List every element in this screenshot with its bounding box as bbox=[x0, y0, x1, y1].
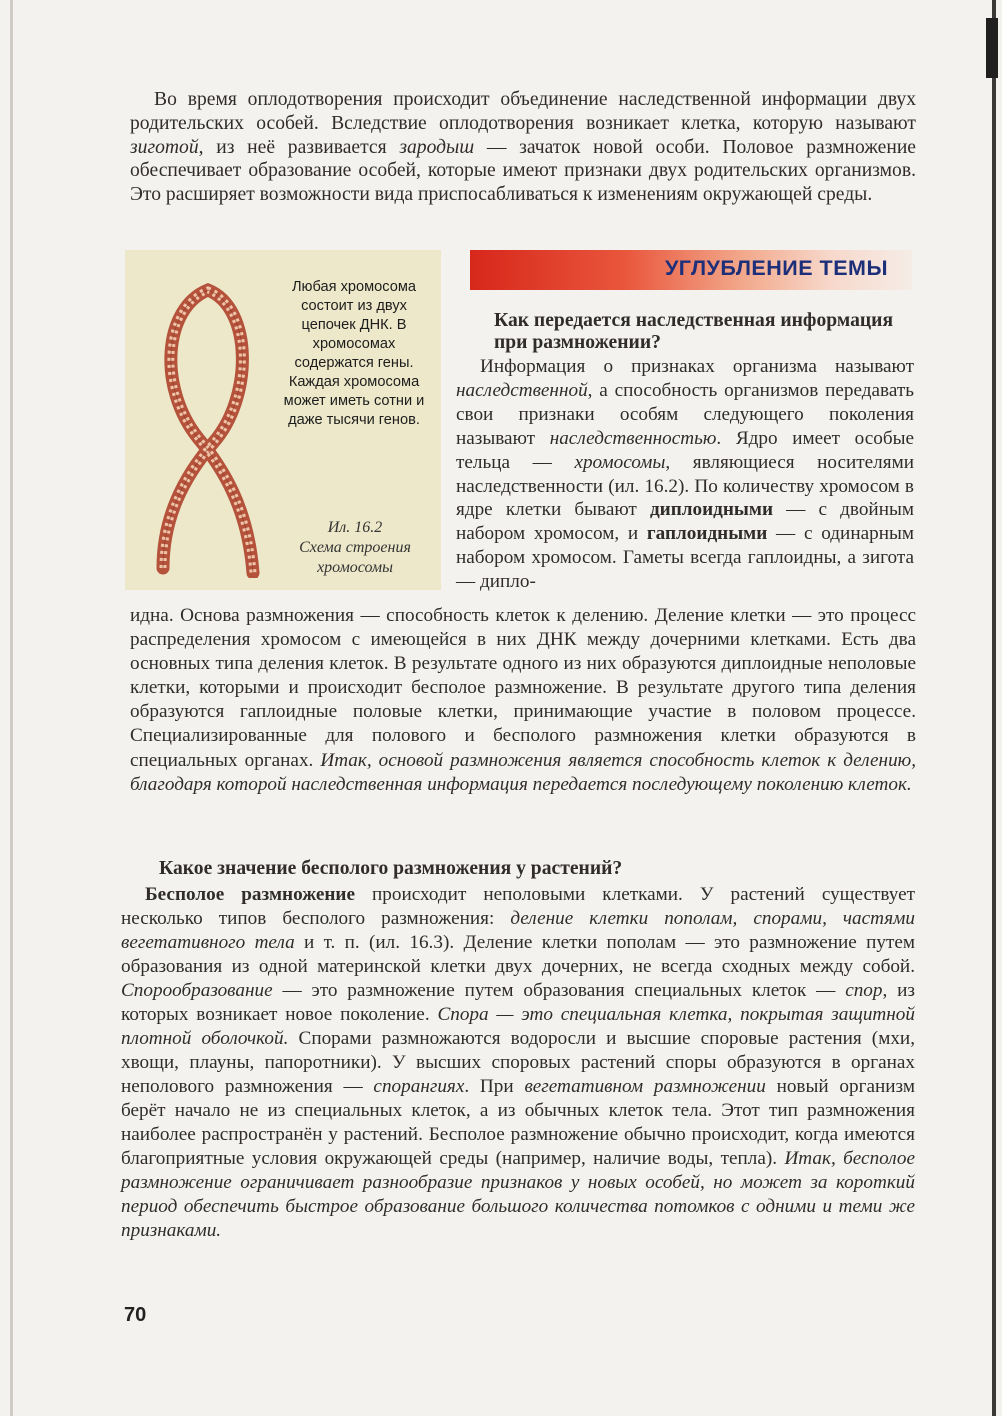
page-edge-right bbox=[992, 0, 996, 1416]
asexual-text-2: и т. п. (ил. 16.3). Деление клетки пополам — это размножение путем образования из одной материнской клетки двух дочерних, не всегда сходных между собой. bbox=[121, 932, 916, 977]
chromosome-illustration-icon bbox=[133, 268, 283, 578]
heredity-text-1: Информация о признаках организма называют bbox=[480, 356, 914, 377]
heredity-text-6: — с одинарным набором хромосом. Гаметы всегда гаплоидны, а зигота — дипло- bbox=[456, 523, 914, 593]
term-hereditary: наследственной bbox=[456, 379, 588, 401]
heredity-conclusion: Итак, основой размножения является способность клеток к делению, благодаря которой наследственная информация передается последующему поколению клеток. bbox=[130, 749, 916, 795]
heredity-paragraph-continued bbox=[130, 604, 916, 797]
section-banner-label: УГЛУБЛЕНИЕ ТЕМЫ bbox=[664, 256, 888, 280]
term-spores: спор bbox=[845, 980, 883, 1001]
term-embryo: зародыш bbox=[399, 136, 475, 158]
intro-text-1: Во время оплодотворения происходит объединение наследственной информации двух родительских особей. Вследствие оплодотворения возникает клетка, которую называют bbox=[130, 89, 916, 134]
term-heredity: наследственностью bbox=[549, 427, 717, 449]
term-vegetative: вегетативном размножении bbox=[524, 1076, 766, 1097]
page-number: 70 bbox=[124, 1304, 147, 1326]
asexual-text-3: — это размножение путем образования специальных клеток — bbox=[272, 980, 846, 1001]
section-heading-asexual: Какое значение бесполого размножения у растений? bbox=[159, 858, 623, 879]
asexual-text-1: происходит неполовыми клетками. У растений существует несколько типов бесполого размножения: bbox=[121, 884, 915, 929]
page-edge-left bbox=[10, 0, 13, 1416]
term-haploid: гаплоидными bbox=[646, 523, 768, 545]
heredity-text-4: , являющиеся носителями наследственности (ил. 16.2). По количеству хромосом в ядре клетки бывают bbox=[456, 451, 914, 521]
asexual-conclusion: Итак, бесполое размножение ограничивает разнообразие признаков у новых особей, но может за короткий период обеспечить быстрое образование большого количества потомков с одними и теми же признаками. bbox=[121, 1148, 915, 1241]
intro-text-2: , из неё развивается bbox=[198, 136, 400, 158]
section-banner bbox=[470, 250, 912, 290]
term-sporangia: спорангиях bbox=[373, 1076, 465, 1097]
page-edge-right-mark bbox=[986, 18, 998, 78]
asexual-text-4: , из которых возникает новое поколение. bbox=[121, 980, 915, 1025]
heredity-paragraph bbox=[456, 355, 914, 594]
asexual-text-7: новый организм берёт начало не из специальных клеток, а из обычных клеток тела. Этот тип размножения наиболее распространён у растений. Бесполое размножение обычно происходит, когда имеются благоприятные условия окружающей среды (например, наличие воды, тепла). bbox=[121, 1076, 915, 1169]
term-chromosomes: хромосомы bbox=[574, 451, 666, 473]
term-asexual-reproduction: Бесполое размножение bbox=[145, 884, 355, 905]
figure-caption-text: Любая хромосома состоит из двух цепочек ДНК. В хромосомах содержатся гены. Каждая хромосома может иметь сотни и даже тысячи генов. bbox=[283, 279, 425, 428]
heredity-text-3: . Ядро имеет особые тельца — bbox=[456, 427, 915, 473]
figure-number: Ил. 16.2 bbox=[327, 519, 383, 536]
term-sporulation: Спорообразование bbox=[121, 980, 273, 1001]
asexual-types: деление клетки пополам, спорами, частями вегетативного тела bbox=[121, 908, 916, 953]
section-heading-heredity: Как передается наследственная информация при размножении? bbox=[494, 310, 894, 353]
intro-paragraph bbox=[130, 88, 916, 207]
heredity-cont-text: идна. Основа размножения — способность клеток к делению. Деление клетки — это процесс распределения хромосом с имеющейся в них ДНК между дочерними клетками. Есть два основных типа деления клеток. В результате одного из них образуются диплоидные неполовые клетки, которыми и происходит бесполое размножение. В результате другого типа деления образуются гаплоидные половые клетки, принимающие участие в половом процессе. Специализированные для полового и бесполого размножения клетки образуются в специальных органах. bbox=[130, 605, 916, 771]
spore-definition: Спора — это специальная клетка, покрытая защитной плотной оболочкой. bbox=[121, 1004, 915, 1049]
figure-16-2 bbox=[125, 250, 441, 590]
asexual-text-6: . При bbox=[464, 1076, 525, 1097]
heredity-text-2: , а способность организмов передавать свои признаки особям следующего поколения называют bbox=[456, 379, 914, 449]
term-diploid: диплоидными bbox=[649, 499, 774, 521]
term-zygote: зиготой bbox=[130, 136, 199, 158]
heredity-text-5: — с двойным набором хромосом, и bbox=[456, 499, 915, 545]
intro-text-3: — зачаток новой особи. Половое размножение обеспечивает образование особей, которые имеют признаки двух родительских организмов. Это расширяет возможности вида приспосабливаться к изменениям окружающей среды. bbox=[130, 136, 916, 206]
asexual-paragraph bbox=[121, 883, 915, 1243]
asexual-text-5: Спорами размножаются водоросли и высшие споровые растения (мхи, хвощи, плауны, папоротники). У высших споровых растений споры образуются в органах неполового размножения — bbox=[121, 1028, 915, 1097]
figure-title: Схема строения хромосомы bbox=[299, 539, 411, 576]
